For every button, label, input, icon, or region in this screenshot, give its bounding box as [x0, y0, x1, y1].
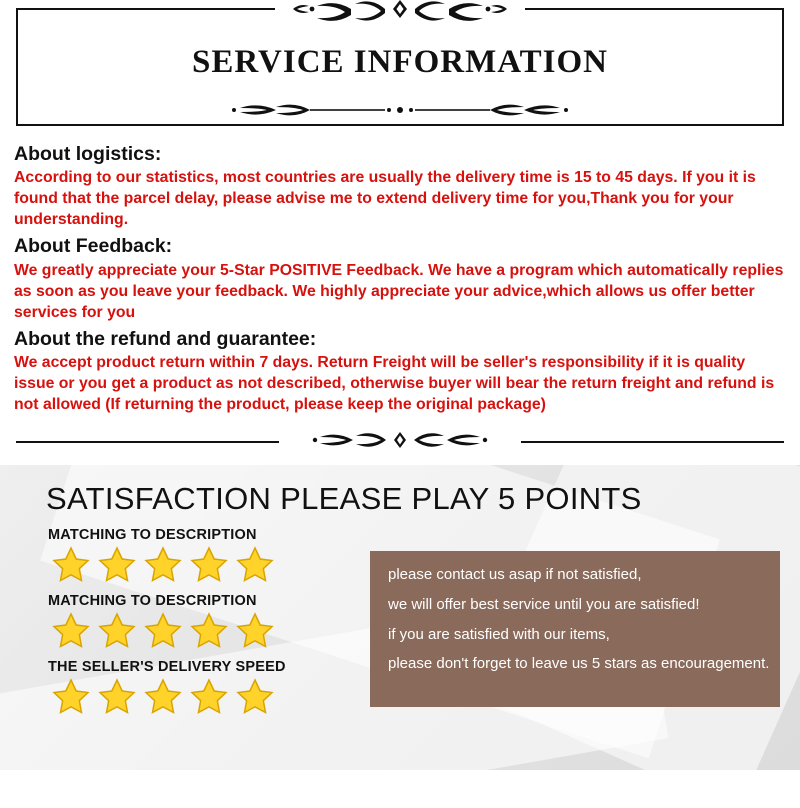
star-icon	[188, 677, 230, 717]
star-icon	[142, 611, 184, 651]
rating-label: THE SELLER'S DELIVERY SPEED	[48, 659, 286, 676]
star-rating	[50, 677, 286, 717]
rating-group-1	[48, 527, 276, 585]
star-icon	[234, 611, 276, 651]
star-icon	[50, 545, 92, 585]
flourish-ornament	[275, 0, 525, 22]
flourish-divider-ornament	[190, 102, 610, 118]
rating-label: MATCHING TO DESCRIPTION	[48, 593, 257, 610]
section-heading-refund: About the refund and guarantee:	[14, 327, 317, 350]
page-title: SERVICE INFORMATION	[191, 44, 608, 80]
service-text-body	[0, 126, 800, 415]
section-heading-logistics: About logistics:	[14, 143, 162, 165]
star-icon	[188, 611, 230, 651]
satisfaction-title: SATISFACTION PLEASE PLAY 5 POINTS	[46, 481, 642, 517]
star-icon	[142, 677, 184, 717]
note-line-1: please contact us asap if not satisfied,	[388, 566, 642, 584]
rating-label: MATCHING TO DESCRIPTION	[48, 527, 257, 544]
section-body-logistics: According to our statistics, most countries are usually the delivery time is 15 to 45 days. If you it is found that the parcel delay, please advise me to extend delivery time for you,Thank you for your understanding.	[14, 169, 756, 229]
star-icon	[234, 677, 276, 717]
contact-note-box	[370, 551, 780, 707]
rating-group-2	[48, 593, 276, 651]
star-icon	[50, 677, 92, 717]
star-icon	[188, 545, 230, 585]
section-body-refund: We accept product return within 7 days. Return Freight will be seller's responsibility if it is quality issue or you get a product as not described, otherwise buyer will bear the return freight and refund is not allowed (If returning the product, please keep the original package)	[14, 354, 775, 414]
flourish-divider-ornament	[279, 428, 521, 456]
rating-group-3	[48, 659, 286, 717]
service-information-page	[0, 8, 800, 808]
section-body-feedback: We greatly appreciate your 5-Star POSITIVE Feedback. We have a program which automatically replies as soon as you leave your feedback. We highly appreciate your advice,which allows us offer better services for you	[14, 261, 784, 321]
star-rating	[50, 545, 276, 585]
star-icon	[142, 545, 184, 585]
star-icon	[50, 611, 92, 651]
star-icon	[96, 677, 138, 717]
note-line-4: please don't forget to leave us 5 stars as encouragement.	[388, 655, 770, 673]
section-heading-feedback: About Feedback:	[14, 235, 173, 258]
star-rating	[50, 611, 276, 651]
section-divider	[16, 429, 784, 455]
star-icon	[234, 545, 276, 585]
star-icon	[96, 611, 138, 651]
note-line-2: we will offer best service until you are satisfied!	[388, 595, 700, 613]
satisfaction-panel	[0, 465, 800, 770]
note-line-3: if you are satisfied with our items,	[388, 625, 610, 643]
header-box	[16, 8, 784, 126]
star-icon	[96, 545, 138, 585]
